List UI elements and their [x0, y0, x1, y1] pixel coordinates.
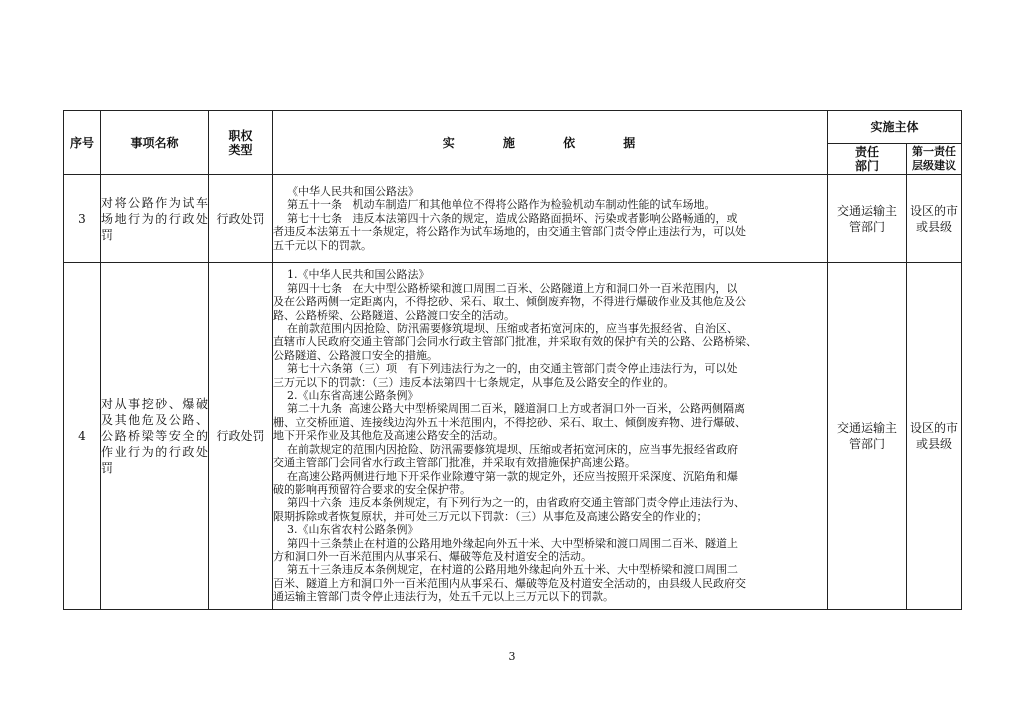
row-seq: 4: [64, 263, 101, 610]
basis-line: 交通主管部门会同省水行政主管部门批准，并采取有效措施保护高速公路。: [273, 456, 636, 470]
basis-line: 《中华人民共和国公路法》: [273, 184, 419, 198]
row-item-name: 对从事挖砂、爆破及其他危及公路、公路桥梁等安全的作业行为的行政处罚: [101, 263, 209, 610]
row-power-type: 行政处罚: [209, 263, 273, 610]
basis-line: 栅、立交桥匝道、连接线边沟外五十米范围内，不得挖砂、采石、取土、倾倒废弃物、进行爆破、: [273, 415, 746, 429]
page-number: 3: [508, 650, 516, 663]
basis-line: 在前款范围内因抢险、防汛需要修筑堤坝、压缩或者拓宽河床的，应当事先报经省、自治区、: [273, 322, 738, 336]
basis-line: 及在公路两侧一定距离内，不得挖砂、采石、取土、倾倒废弃物，不得进行爆破作业及其他危及公: [273, 295, 746, 309]
basis-line: 在高速公路两侧进行地下开采作业除遵守第一款的规定外，还应当按照开采深度、沉陷角和爆: [273, 469, 738, 483]
policy-table: [63, 110, 962, 610]
basis-line: 五千元以下的罚款。: [273, 238, 372, 252]
row-level: 设区的市或县级: [907, 175, 962, 263]
header-basis: 实 施 依 据: [273, 111, 828, 175]
header-power-type: 职权 类型: [209, 111, 273, 175]
basis-line: 百米、隧道上方和洞口外一百米范围内从事采石、爆破等危及村道安全活动的，由县级人民政府交: [273, 576, 746, 590]
basis-line: 直辖市人民政府交通主管部门会同水行政主管部门批准，并采取有效的保护有关的公路、公路桥梁、: [273, 335, 757, 349]
table-header-row: [64, 111, 962, 144]
basis-line: 1.《中华人民共和国公路法》: [273, 268, 430, 282]
basis-line: 公路隧道、公路渡口安全的措施。: [273, 348, 438, 362]
basis-line: 限期拆除或者恢复原状，并可处三万元以下罚款：（三）从事危及高速公路安全的作业的；: [273, 509, 708, 523]
basis-line: 通运输主管部门责令停止违法行为，处五千元以上三万元以下的罚款。: [273, 590, 614, 604]
basis-line: 三万元以下的罚款：（三）违反本法第四十七条规定，从事危及公路安全的作业的。: [273, 375, 675, 389]
header-subject: 实施主体: [828, 111, 962, 144]
basis-line: 第五十三条违反本条例规定，在村道的公路用地外缘起向外五十米、大中型桥梁和渡口周围二: [273, 563, 738, 577]
basis-line: 第七十六条第（三）项 有下列违法行为之一的，由交通主管部门责令停止违法行为，可以处: [273, 362, 738, 376]
row-seq: 3: [64, 175, 101, 263]
row-dept: 交通运输主管部门: [828, 263, 907, 610]
basis-line: 路、公路桥梁、公路隧道、公路渡口安全的活动。: [273, 308, 515, 322]
basis-line: 第七十七条 违反本法第四十六条的规定，造成公路路面损坏、污染或者影响公路畅通的，或: [273, 211, 738, 225]
basis-line: 者违反本法第五十一条规定，将公路作为试车场地的，由交通主管部门责令停止违法行为，可以处: [273, 225, 746, 239]
basis-line: 第五十一条 机动车制造厂和其他单位不得将公路作为检验机动车制动性能的试车场地。: [273, 198, 716, 212]
basis-line: 方和洞口外一百米范围内从事采石、爆破等危及村道安全的活动。: [273, 549, 592, 563]
header-seq: 序号: [64, 111, 101, 175]
table-row: [64, 175, 962, 263]
basis-line: 地下开采作业及其他危及高速公路安全的活动。: [273, 429, 504, 443]
row-basis: [273, 263, 828, 610]
basis-line: 破的影响再预留符合要求的安全保护带。: [273, 482, 471, 496]
basis-line: 第二十九条 高速公路大中型桥梁周围二百米，隧道洞口上方或者洞口外一百米，公路两侧隔离: [273, 402, 745, 416]
row-dept: 交通运输主管部门: [828, 175, 907, 263]
row-level: 设区的市或县级: [907, 263, 962, 610]
basis-line: 第四十七条 在大中型公路桥梁和渡口周围二百米、公路隧道上方和洞口外一百米范围内，以: [273, 281, 738, 295]
basis-line: 第四十三条禁止在村道的公路用地外缘起向外五十米、大中型桥梁和渡口周围二百米、隧道上: [273, 536, 738, 550]
header-dept: 责任 部门: [828, 144, 907, 175]
table-row: [64, 263, 962, 610]
row-item-name: 对将公路作为试车场地行为的行政处罚: [101, 175, 209, 263]
basis-line: 2.《山东省高速公路条例》: [273, 389, 419, 403]
basis-line: 3.《山东省农村公路条例》: [273, 523, 419, 537]
header-item-name: 事项名称: [101, 111, 209, 175]
basis-line: 第四十六条 违反本条例规定，有下列行为之一的，由省政府交通主管部门责令停止违法行为、: [273, 496, 745, 510]
header-level: 第一责任 层级建议: [907, 144, 962, 175]
row-basis: [273, 175, 828, 263]
basis-line: 在前款规定的范围内因抢险、防汛需要修筑堤坝、压缩或者拓宽河床的，应当事先报经省政府: [273, 442, 738, 456]
row-power-type: 行政处罚: [209, 175, 273, 263]
